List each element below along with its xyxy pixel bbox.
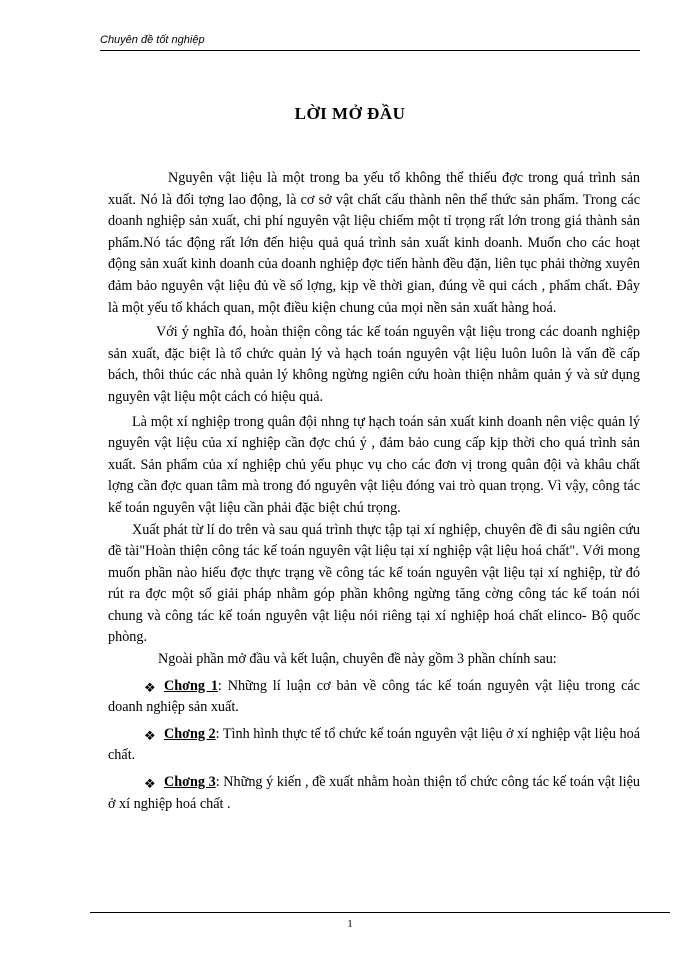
chapter-text: : Tình hình thực tế tổ chức kế toán nguyên vật liệu ở xí nghiệp vật liệu hoá chất. [108,725,640,764]
diamond-bullet-icon: ❖ [144,776,156,792]
paragraph-2: Với ý nghĩa đó, hoàn thiện công tác kế toán nguyên vật liệu trong các doanh nghiệp sản xuất, đặc biệt là tổ chức quản lý và hạch toán nguyên vật liệu luôn luôn là vấn đề cấp bách, thôi thúc các nhà quản lý không ngừng ngiên cứu hoàn thiện nhằm quản ý và sử dụng nguyên vật liệu một cách có hiệu quả. [108,324,640,405]
chapter-label: Chơng 2 [164,725,216,742]
diamond-bullet-icon: ❖ [144,727,156,743]
chapter-item-1 [108,676,640,719]
diamond-bullet-icon: ❖ [144,679,156,695]
page-title: LỜI MỞ ĐẦU [294,104,406,123]
header-divider [100,50,640,51]
paragraph-5: Ngoài phần mở đầu và kết luận, chuyên đề này gồm 3 phần chính sau: [158,651,557,668]
document-body [108,168,640,815]
page-number: 1 [347,918,353,930]
page-header: Chuyên đề tốt nghiệp [100,34,205,46]
chapter-text: : Những lí luận cơ bản về công tác kế toán nguyên vật liệu trong các doanh nghiệp sản xuất. [108,677,640,716]
chapter-item-3 [108,772,640,815]
chapter-text: : Những ý kiến , đề xuất nhằm hoàn thiện tổ chức công tác kế toán vật liệu ở xí nghiệp hoá chất . [108,774,640,812]
chapter-item-2 [108,724,640,767]
chapter-list [108,676,640,816]
chapter-label: Chơng 1 [164,677,218,694]
paragraph-1: Nguyên vật liệu là một trong ba yếu tố không thể thiếu đợc trong quá trình sản xuất. Nó là đối tợng lao động, là cơ sở vật chất cấu thành nên thể thức sản phẩm. Trong các doanh nghiệp sản xuất, chi phí nguyên vật liệu chiếm một tỉ trọng rất lớn trong giá thành sản phẩm.Nó tác động rất lớn đến hiệu quả quá trình sản xuất kinh doanh. Muốn cho các hoạt động sản xuất kinh doanh của doanh nghiệp đợc tiến hành đều đặn, liên tục phải thờng xuyên đảm bảo nguyên vật liệu đủ về số lợng, kịp về thời gian, đúng về qui cách , phẩm chất. Đây là một yếu tố khách quan, một điều kiện chung của mọi nền sản xuất hàng hoá. [108,170,640,316]
chapter-label: Chơng 3 [164,774,216,791]
paragraph-4: Xuất phát từ lí do trên và sau quá trình thực tập tại xí nghiệp, chuyên đề đi sâu ngiên cứu đề tài"Hoàn thiện công tác kế toán nguyên vật liệu tại xí nghiệp vật liệu hoá chất". Với mong muốn phần nào hiểu đợc thực trạng về công tác kế toán nguyên vật liệu tại xí nghiệp, từ đó rút ra đợc một số giải pháp nhằm góp phần không ngừng tăng cờng công tác kế toán nói chung và công tác kế toán nguyên vật liệu nói riêng tại xí nghiệp hoá chất elinco- Bộ quốc phòng. [108,521,640,646]
footer-divider [90,912,670,913]
paragraph-3: Là một xí nghiệp trong quân đội nhng tự hạch toán sản xuất kinh doanh nên việc quản lý nguyên vật liệu của xí nghiệp cần đợc chú ý , đảm bảo cung cấp kịp thời cho quá trình sản xuất. Sản phẩm của xí nghiệp chủ yếu phục vụ cho các đơn vị trong quân đội và khâu chất lợng cần đợc quan tâm mà trong đó nguyên vật liệu đóng vai trò quan trọng. Vì vậy, công tác kế toán nguyên vật liệu cần phải đặc biệt chú trọng. [108,413,640,516]
